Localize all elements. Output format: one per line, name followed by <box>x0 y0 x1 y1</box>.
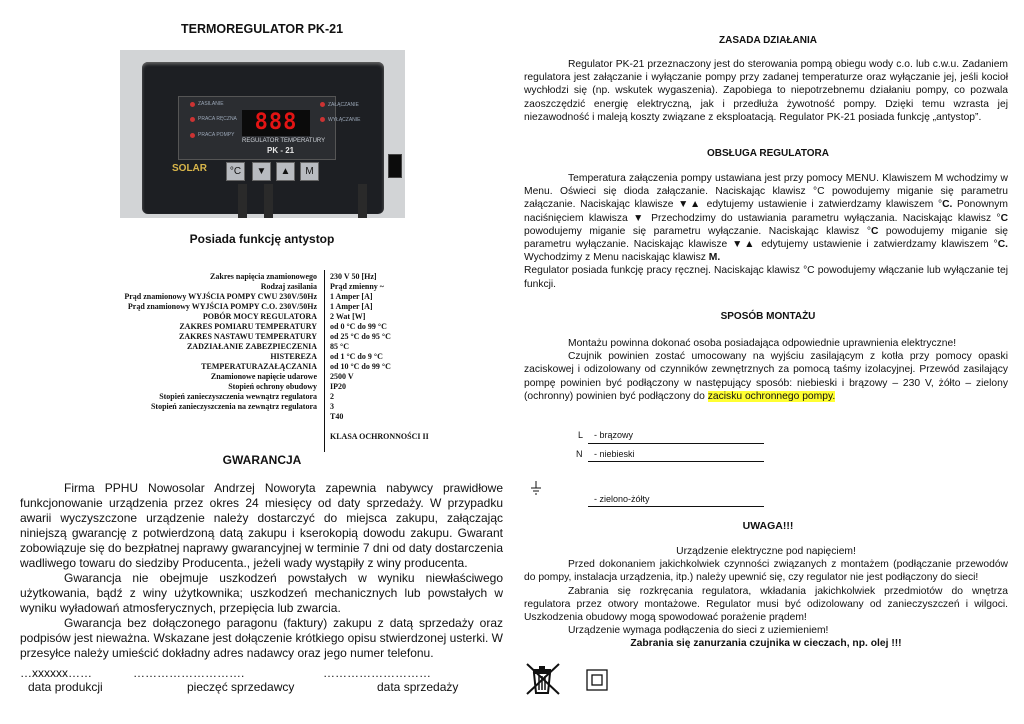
spec-value: Prąd zmienny ~ <box>330 282 384 291</box>
document-title: TERMOREGULATOR PK-21 <box>180 22 344 36</box>
warning-line: Urządzenie elektryczne pod napięciem! <box>676 546 856 557</box>
text-run: Temperatura załączenia pompy ustawiana jest przy pomocy MENU. Klawiszem M wchodzimy w Menu. Oświeci się dioda załączanie. Naciskając klawisz °C powodujemy miganie się parametru załączanie. Naciskając klawisze ▼▲ edytujemy ustawienie i zatwierdzamy klawiszem ° <box>524 173 1008 211</box>
operation-instructions <box>524 172 1008 264</box>
spec-label: Stopień zanieczyszczenia wewnątrz regulatora <box>159 392 317 401</box>
spec-labels <box>60 272 317 412</box>
wire-line <box>588 461 764 462</box>
down-key: ▼ <box>252 162 271 181</box>
mounting-text <box>524 337 1008 403</box>
spec-label: Zakres napięcia znamionowego <box>210 272 317 281</box>
cable-gland <box>264 184 273 218</box>
panel-label: PRACA POMPY <box>198 132 235 138</box>
terminal-n: N <box>576 449 583 459</box>
device-body <box>142 62 384 214</box>
spec-label: Prąd znamionowy WYJŚCIA POMPY C.O. 230V/50Hz <box>127 302 317 311</box>
spec-value: od 10 °C do 99 °C <box>330 362 391 371</box>
spec-value: 2500 V <box>330 372 354 381</box>
text-run: Czujnik powinien zostać umocowany na wyjściu zasilającym z kotła przy pomocy opaski zaciskowej i odizolowany od czynników zewnętrznych za pomocą taśmy izolacyjnej. Przewód zasilający pompę powinien być podłączony w następujący sposób: niebieski i brązowy – 230 V, żółto – zielony (ochronny) powinien być podłączony do <box>524 351 1008 402</box>
up-key: ▲ <box>276 162 295 181</box>
class-ii-double-square-icon <box>586 669 608 691</box>
device-model: PK - 21 <box>267 146 295 155</box>
status-label: ZAŁĄCZANIE <box>328 102 359 108</box>
led-indicator <box>190 102 195 107</box>
spec-divider <box>324 270 325 452</box>
sale-date-dots: ……………………… <box>323 666 431 680</box>
spec-label: Stopień zanieczyszczenia na zewnątrz regulatora <box>150 402 317 411</box>
text-run: Ponownym naciśnięciem klawisza ▼ Przechodzimy do ustawiania parametru wyłączania. Naciskając klawisz ° <box>524 199 1008 224</box>
panel-label: PRACA RĘCZNA <box>198 116 237 122</box>
guarantee-title: GWARANCJA <box>222 453 302 467</box>
mounting-paragraph <box>524 350 1008 403</box>
led-indicator <box>320 102 325 107</box>
crossed-bin-icon <box>524 661 562 697</box>
spec-label: Rodzaj zasilania <box>260 282 317 291</box>
guarantee-paragraph: Firma PPHU Nowosolar Andrzej Noworyta zapewnia nabywcy prawidłowe funkcjonowanie urządzenia przez okres 24 miesięcy od daty sprzedaży. W przypadku awarii wyczyszczone urządzenie należy dostarczyć do miejsca zakupu, załączając niniejszą gwarancję z potwierdzoną datą zakupu i kserokopią dowodu zakupu. Gwarant zobowiązuje się do bezpłatnej naprawy gwarancyjnej w terminie 7 dni od daty dostarczenia wadliwego towaru do siedziby Producenta., jeżeli wady wystąpiły z winy producenta. <box>20 481 503 570</box>
operation-principle-title: ZASADA DZIAŁANIA <box>719 35 817 46</box>
sale-date-label: data sprzedaży <box>377 680 459 694</box>
guarantee-text <box>20 481 503 661</box>
warning-line: Urządzenie wymaga podłączenia do sieci z uziemieniem! <box>568 625 829 637</box>
wire-blue: - niebieski <box>594 449 635 459</box>
wire-line <box>588 443 764 444</box>
panel-label: ZASILANIE <box>198 101 224 107</box>
warning-title: UWAGA!!! <box>742 520 794 532</box>
production-date-label: data produkcji <box>28 680 103 694</box>
spec-value: 3 <box>330 402 334 411</box>
seller-stamp-dots: ………………………. <box>133 666 245 680</box>
wire-line <box>588 506 764 507</box>
device-caption: REGULATOR TEMPERATURY <box>242 138 326 144</box>
spec-label: ZAKRES NASTAWU TEMPERATURY <box>179 332 317 341</box>
guarantee-paragraph: Gwarancja bez dołączonego paragonu (faktury) zakupu z datą sprzedaży oraz podpisów jest nieważna. Wskazane jest dołączenie krótkiego opisu stwierdzonej usterki. W przesyłce należy umieścić dokładny adres nadawcy oraz jego numer telefonu. <box>20 616 503 660</box>
cable-gland <box>238 184 247 218</box>
mounting-title: SPOSÓB MONTAŻU <box>720 311 816 322</box>
device-photo <box>120 50 405 218</box>
wire-brown: - brązowy <box>594 430 634 440</box>
antistop-subtitle: Posiada funkcję antystop <box>189 232 335 246</box>
spec-values <box>330 272 500 442</box>
warning-line: Zabrania się rozkręcania regulatora, wkładania jakichkolwiek przedmiotów do wnętrza regulatora przez otwory montażowe. Regulator musi być odizolowany od zanieczyszczeń i wilgoci. Uszkodzenia obudowy mogą spowodować porażenie prądem! <box>524 585 1008 624</box>
spec-label: TEMPERATURAZAŁĄCZANIA <box>201 362 317 371</box>
power-switch <box>388 154 402 178</box>
spec-value: od 25 °C do 95 °C <box>330 332 391 341</box>
spec-label: ZADZIAŁANIE ZABEZPIECZENIA <box>186 342 317 351</box>
spec-label: Znamionowe napięcie udarowe <box>210 372 317 381</box>
production-date-dots: …xxxxxx…… <box>20 666 92 680</box>
spec-value: 85 °C <box>330 342 349 351</box>
led-indicator <box>320 117 325 122</box>
controller-operation-text <box>524 172 1008 291</box>
brand-logo: SOLAR <box>172 163 207 174</box>
warning-bold-line: Zabrania się zanurzania czujnika w cieczach, np. olej !!! <box>630 638 902 650</box>
spec-label: POBÓR MOCY REGULATORA <box>202 312 317 321</box>
spec-label: HISTEREZA <box>270 352 317 361</box>
led-indicator <box>190 133 195 138</box>
terminal-l: L <box>578 430 584 440</box>
controller-operation-title: OBSŁUGA REGULATORA <box>706 148 830 159</box>
status-label: WYŁĄCZANIE <box>328 117 361 123</box>
led-display: 888 <box>242 110 310 136</box>
spec-value: 230 V 50 [Hz] <box>330 272 377 281</box>
text-run-bold: M. <box>708 252 721 264</box>
spec-label: Prąd znamionowy WYJŚCIA POMPY CWU 230V/50Hz <box>124 292 317 301</box>
highlighted-text: zacisku ochronnego pompy. <box>707 390 836 402</box>
wire-yellow-green: - zielono-żółty <box>594 494 650 504</box>
text-run: powodujemy miganie się parametru wyłączanie. Naciskając klawisze ▼▲ edytujemy ustawienie i zatwierdzamy klawiszem ° <box>524 225 1008 251</box>
spec-value: IP20 <box>330 382 346 391</box>
spec-value: 2 <box>330 392 334 401</box>
manual-mode-text: Regulator posiada funkcję pracy ręcznej. Naciskając klawisz °C powodujemy włączanie lub wyłączanie tej funkcji. <box>524 265 1008 290</box>
spec-value: 1 Amper [A] <box>330 292 373 301</box>
spec-value: od 0 °C do 99 °C <box>330 322 387 331</box>
spec-value: KLASA OCHRONNOŚCI II <box>330 432 429 441</box>
text-run: Wychodzimy z Menu naciskając klawisz <box>524 252 709 264</box>
ground-symbol-icon <box>530 481 542 497</box>
operation-paragraph: Regulator PK-21 przeznaczony jest do sterowania pompą obiegu wody c.o. lub c.w.u. Zadaniem regulatora jest załączanie i wyłączanie pompy przy zadanej temperaturze oraz wyłączanie jej, jeśli kocioł wychłodzi się (np. wskutek wygaszenia). Zapobiega to niepotrzebnemu działaniu pompy, co pozwala zaoszczędzić energię elektryczną, jak i przedłuża żywotność pompy. Dzięki temu wzrasta jej niezawodność i maleją koszty związane z eksploatacją. Regulator PK-21 posiada funkcję „antystop”. <box>524 59 1008 123</box>
warning-text <box>524 545 1008 651</box>
seller-stamp-label: pieczęć sprzedawcy <box>187 680 295 694</box>
spec-value: T40 <box>330 412 344 421</box>
text-run-bold: C <box>1000 212 1008 224</box>
mounting-paragraph: Montażu powinna dokonać osoba posiadająca odpowiednie uprawnienia elektryczne! <box>568 338 957 349</box>
cable-gland <box>358 184 367 218</box>
celsius-key: °C <box>226 162 245 181</box>
guarantee-paragraph: Gwarancja nie obejmuje uszkodzeń powstałych w wyniku niewłaściwego użytkowania, bądź z winy użytkownika; uszkodzeń mechanicznych lub powstałych w wyniku wyładowań atmosferycznych, przepięcia lub zwarcia. <box>20 571 503 615</box>
text-run: powodujemy miganie się parametru wyłączanie. Naciskając klawisz ° <box>524 225 871 237</box>
text-run-bold: C. <box>997 239 1008 251</box>
spec-label: Stopień ochrony obudowy <box>228 382 317 391</box>
spec-value: 1 Amper [A] <box>330 302 373 311</box>
operation-principle-text <box>524 58 1008 124</box>
warning-line: Przed dokonaniem jakichkolwiek czynności związanych z montażem (podłączanie przewodów do pompy, instalacja urządzenia, itp.) należy upewnić się, czy regulator nie jest podłączony do sieci! <box>524 559 1008 584</box>
text-run-bold: C. <box>942 199 953 211</box>
spec-value: od 1 °C do 9 °C <box>330 352 383 361</box>
menu-key: M <box>300 162 319 181</box>
led-indicator <box>190 117 195 122</box>
text-run-bold: C <box>870 225 879 237</box>
spec-value <box>330 422 500 432</box>
spec-label: ZAKRES POMIARU TEMPERATURY <box>179 322 317 331</box>
spec-value: 2 Wat [W] <box>330 312 366 321</box>
